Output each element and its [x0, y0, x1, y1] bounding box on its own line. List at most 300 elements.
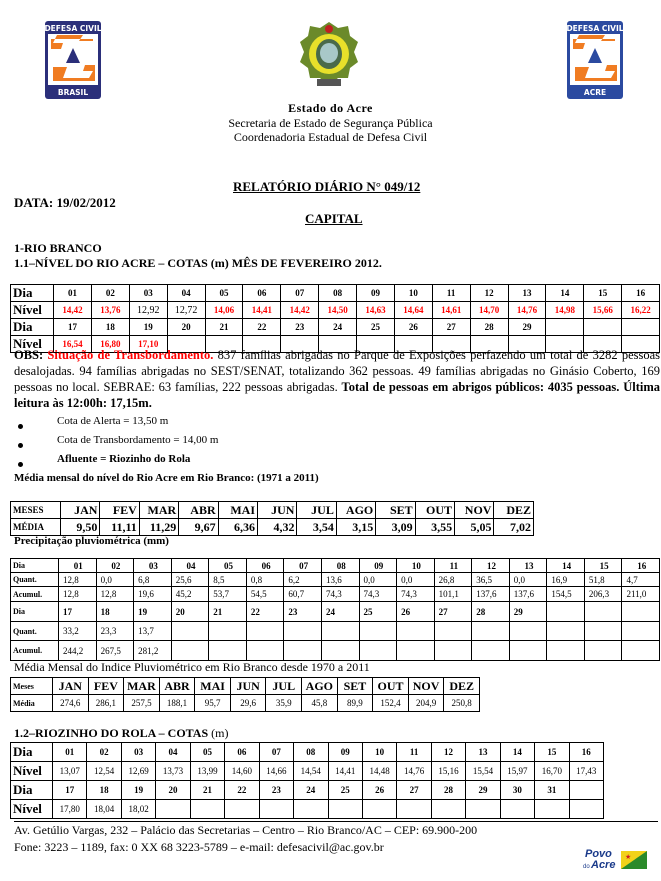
level-cell — [431, 800, 465, 819]
day-cell: 11 — [434, 559, 472, 573]
level-cell: 16,22 — [622, 302, 660, 319]
level-cell: 13,76 — [91, 302, 129, 319]
qty-cell — [434, 622, 472, 641]
day-cell: 27 — [434, 602, 472, 622]
day-cell: 08 — [321, 559, 359, 573]
svg-text:★: ★ — [625, 853, 632, 861]
day-cell: 13 — [508, 285, 546, 302]
level-row — [11, 800, 604, 819]
avg-cell: 9,67 — [179, 519, 218, 536]
qty-cell: 6,8 — [134, 573, 172, 587]
avg-cell: 274,6 — [53, 695, 89, 712]
day-cell: 01 — [59, 559, 97, 573]
riozinho-unit: (m) — [208, 726, 229, 740]
rio-acre-level-table — [10, 284, 660, 353]
day-cell: 15 — [584, 559, 622, 573]
level-cell: 14,06 — [205, 302, 243, 319]
day-cell: 24 — [319, 319, 357, 336]
level-cell: 14,54 — [294, 762, 328, 781]
avg-cell: 3,55 — [415, 519, 454, 536]
acc-cell: 54,5 — [246, 587, 284, 602]
avg-cell: 89,9 — [337, 695, 373, 712]
day-cell: 13 — [509, 559, 547, 573]
level-cell — [190, 800, 224, 819]
level-cell: 13,07 — [53, 762, 87, 781]
day-cell: 29 — [508, 319, 546, 336]
day-cell — [622, 602, 660, 622]
month-cell: MAR — [124, 678, 160, 695]
level-cell: 14,64 — [394, 302, 432, 319]
day-cell: 15 — [584, 285, 622, 302]
acc-cell — [397, 641, 435, 661]
qty-cell: 26,8 — [434, 573, 472, 587]
coordination-name: Coordenadoria Estadual de Defesa Civil — [233, 130, 428, 144]
acc-cell — [171, 641, 209, 661]
row-label: Quant. — [11, 622, 59, 641]
day-cell: 19 — [121, 781, 155, 800]
day-cell: 11 — [397, 743, 431, 762]
day-cell: 02 — [87, 743, 121, 762]
avg-cell: 250,8 — [444, 695, 480, 712]
day-cell: 02 — [91, 285, 129, 302]
avg-cell: 35,9 — [266, 695, 302, 712]
month-cell: DEZ — [494, 502, 534, 519]
avg-cell: 5,05 — [455, 519, 494, 536]
row-label: Quant. — [11, 573, 59, 587]
month-cell: NOV — [455, 502, 494, 519]
day-cell: 04 — [156, 743, 190, 762]
row-label: Média — [11, 695, 53, 712]
day-cell: 18 — [87, 781, 121, 800]
day-cell: 28 — [431, 781, 465, 800]
povo-do-acre-logo — [583, 845, 649, 875]
qty-cell — [209, 622, 247, 641]
row-label: Nível — [11, 762, 53, 781]
day-cell: 05 — [190, 743, 224, 762]
level-cell — [156, 800, 190, 819]
acc-cell: 154,5 — [547, 587, 585, 602]
avg-cell: 286,1 — [88, 695, 124, 712]
level-cell: 15,66 — [584, 302, 622, 319]
level-row — [11, 762, 604, 781]
alert-level: Cota de Alerta = 13,50 m — [57, 415, 169, 427]
acc-cell — [584, 641, 622, 661]
qty-cell: 13,6 — [321, 573, 359, 587]
level-cell: 14,50 — [319, 302, 357, 319]
day-cell: 16 — [569, 743, 603, 762]
day-cell: 26 — [362, 781, 396, 800]
month-cell: DEZ — [444, 678, 480, 695]
month-cell: MAI — [195, 678, 231, 695]
month-cell: JUL — [297, 502, 336, 519]
month-cell: SET — [337, 678, 373, 695]
level-cell — [362, 800, 396, 819]
level-cell: 14,60 — [225, 762, 259, 781]
level-row — [11, 302, 660, 319]
acc-cell — [284, 641, 322, 661]
footer-address: Av. Getúlio Vargas, 232 – Palácio das Secretarias – Centro – Rio Branco/AC – CEP: 69.900-200 — [14, 823, 478, 837]
row-label: MÉDIA — [11, 519, 61, 536]
monthly-rain-title: Média Mensal do Indice Pluviométrico em Rio Branco desde 1970 a 2011 — [14, 660, 370, 674]
day-cell: 16 — [622, 285, 660, 302]
day-cell: 14 — [500, 743, 534, 762]
level-cell: 17,43 — [569, 762, 603, 781]
level-cell: 12,92 — [129, 302, 167, 319]
avg-cell: 3,15 — [336, 519, 375, 536]
day-row — [11, 559, 660, 573]
level-cell: 16,54 — [54, 336, 92, 353]
months-row — [11, 678, 480, 695]
day-cell: 14 — [546, 285, 584, 302]
qty-cell: 25,6 — [171, 573, 209, 587]
day-cell: 07 — [259, 743, 293, 762]
day-cell: 21 — [205, 319, 243, 336]
level-cell: 14,42 — [281, 302, 319, 319]
avg-cell: 95,7 — [195, 695, 231, 712]
day-cell: 07 — [284, 559, 322, 573]
month-cell: AGO — [336, 502, 375, 519]
avg-cell: 9,50 — [61, 519, 100, 536]
qty-cell: 4,7 — [622, 573, 660, 587]
month-cell: OUT — [415, 502, 454, 519]
level-cell: 15,16 — [431, 762, 465, 781]
level-cell: 12,72 — [167, 302, 205, 319]
day-cell — [546, 319, 584, 336]
acc-row — [11, 641, 660, 661]
section-title: CAPITAL — [305, 211, 363, 226]
qty-cell — [622, 622, 660, 641]
day-cell: 23 — [281, 319, 319, 336]
acc-cell — [209, 641, 247, 661]
month-cell: AGO — [302, 678, 338, 695]
day-cell: 10 — [362, 743, 396, 762]
day-cell: 27 — [397, 781, 431, 800]
qty-cell: 51,8 — [584, 573, 622, 587]
precipitation-table — [10, 558, 660, 661]
obs-total: Total de pessoas em abrigos públicos: 4035 pessoas. Última leitura às 12:00h: 17,15m. — [14, 380, 660, 410]
acc-cell: 74,3 — [321, 587, 359, 602]
day-cell: 29 — [466, 781, 500, 800]
logo-povo-text: Povo — [585, 848, 612, 860]
day-row — [11, 319, 660, 336]
day-cell: 12 — [472, 559, 510, 573]
day-cell: 04 — [171, 559, 209, 573]
month-cell: SET — [376, 502, 415, 519]
level-cell: 14,48 — [362, 762, 396, 781]
acc-cell — [246, 641, 284, 661]
month-cell: ABR — [179, 502, 218, 519]
acc-cell — [321, 641, 359, 661]
acc-cell: 19,6 — [134, 587, 172, 602]
avg-cell: 11,29 — [139, 519, 178, 536]
day-cell — [569, 781, 603, 800]
level-cell: 14,70 — [470, 302, 508, 319]
row-label: MESES — [11, 502, 61, 519]
qty-cell — [509, 622, 547, 641]
qty-cell: 0,0 — [509, 573, 547, 587]
day-cell: 03 — [121, 743, 155, 762]
day-cell: 11 — [432, 285, 470, 302]
day-cell: 09 — [357, 285, 395, 302]
precipitation-title: Precipitação pluviométrica (mm) — [14, 535, 169, 547]
day-cell: 21 — [209, 602, 247, 622]
day-cell: 26 — [397, 602, 435, 622]
level-cell: 15,97 — [500, 762, 534, 781]
day-cell: 08 — [319, 285, 357, 302]
acc-cell: 206,3 — [584, 587, 622, 602]
month-cell: JUN — [230, 678, 266, 695]
month-cell: JUL — [266, 678, 302, 695]
avg-cell: 4,32 — [258, 519, 297, 536]
row-label: Meses — [11, 678, 53, 695]
day-row — [11, 781, 604, 800]
level-cell: 13,99 — [190, 762, 224, 781]
acc-cell: 74,3 — [397, 587, 435, 602]
day-cell: 19 — [134, 602, 172, 622]
qty-cell: 0,0 — [359, 573, 397, 587]
month-cell: MAR — [139, 502, 178, 519]
acc-cell: 53,7 — [209, 587, 247, 602]
riozinho-title — [14, 726, 228, 741]
qty-cell — [397, 622, 435, 641]
obs-label: OBS: — [14, 348, 44, 362]
riozinho-title-text: 1.2–RIOZINHO DO ROLA – COTAS — [14, 726, 209, 740]
day-cell: 05 — [209, 559, 247, 573]
day-cell: 01 — [53, 743, 87, 762]
level-cell: 16,70 — [535, 762, 569, 781]
report-title: RELATÓRIO DIÁRIO N° 049/12 — [233, 179, 421, 194]
day-cell: 07 — [281, 285, 319, 302]
level-cell — [569, 800, 603, 819]
acc-cell — [622, 641, 660, 661]
day-cell: 14 — [547, 559, 585, 573]
level-cell: 12,69 — [121, 762, 155, 781]
row-label: Dia — [11, 559, 59, 573]
day-cell: 25 — [359, 602, 397, 622]
rio-acre-level-title: 1.1–NÍVEL DO RIO ACRE – COTAS (m) MÊS DE FEVEREIRO 2012. — [14, 256, 382, 270]
day-cell: 19 — [129, 319, 167, 336]
avg-cell: 11,11 — [100, 519, 139, 536]
logo-right-bottom-text: ACRE — [583, 88, 607, 97]
rio-branco-title: 1-RIO BRANCO — [14, 241, 102, 255]
qty-cell — [246, 622, 284, 641]
qty-cell — [547, 622, 585, 641]
qty-cell: 33,2 — [59, 622, 97, 641]
row-label: Dia — [11, 743, 53, 762]
state-name: Estado do Acre — [288, 101, 373, 115]
avg-cell: 3,54 — [297, 519, 336, 536]
avg-cell: 29,6 — [230, 695, 266, 712]
qty-row — [11, 622, 660, 641]
logo-acre-text: Acre — [591, 859, 616, 871]
day-cell: 23 — [284, 602, 322, 622]
avg-cell: 257,5 — [124, 695, 160, 712]
day-cell: 06 — [246, 559, 284, 573]
day-cell — [622, 319, 660, 336]
level-cell: 14,42 — [54, 302, 92, 319]
defesa-civil-brasil-logo — [45, 21, 101, 99]
month-cell: JAN — [53, 678, 89, 695]
day-row — [11, 602, 660, 622]
day-cell: 24 — [321, 602, 359, 622]
secretariat-name: Secretaria de Estado de Segurança Pública — [228, 116, 433, 130]
day-cell: 08 — [294, 743, 328, 762]
month-cell: FEV — [100, 502, 139, 519]
overflow-level: Cota de Transbordamento = 14,00 m — [57, 434, 219, 446]
day-cell — [584, 319, 622, 336]
day-cell: 04 — [167, 285, 205, 302]
row-label: Dia — [11, 285, 54, 302]
avg-cell: 6,36 — [218, 519, 257, 536]
bullet-icon — [18, 443, 23, 448]
qty-cell: 0,0 — [397, 573, 435, 587]
day-cell: 06 — [225, 743, 259, 762]
day-cell: 20 — [167, 319, 205, 336]
qty-cell: 23,3 — [96, 622, 134, 641]
avg-row — [11, 519, 534, 536]
level-cell — [294, 800, 328, 819]
obs-text: 837 famílias abrigadas no Parque de Exposições perfazendo um total de 3282 pessoas desalojadas. 94 famílias abrigadas no SEST/SENAT, totalizando 362 pessoas. 49 famílias abrigadas no Ginásio Coberto, 169 pessoas no local. SEBRAE: 63 famílias, 222 pessoas abrigadas. — [14, 348, 661, 394]
acc-cell: 137,6 — [472, 587, 510, 602]
qty-cell: 16,9 — [547, 573, 585, 587]
bullet-icon — [18, 462, 23, 467]
acc-cell: 12,8 — [59, 587, 97, 602]
day-cell: 30 — [500, 781, 534, 800]
obs-situation: Situação de Transbordamento. — [47, 348, 214, 362]
qty-cell — [321, 622, 359, 641]
acc-cell: 45,2 — [171, 587, 209, 602]
day-cell: 28 — [470, 319, 508, 336]
bullet-icon — [18, 424, 23, 429]
day-cell: 12 — [470, 285, 508, 302]
month-cell: NOV — [408, 678, 444, 695]
row-label: Nível — [11, 302, 54, 319]
avg-cell: 45,8 — [302, 695, 338, 712]
day-cell: 25 — [328, 781, 362, 800]
day-cell: 12 — [431, 743, 465, 762]
day-cell: 22 — [225, 781, 259, 800]
level-cell: 16,80 — [91, 336, 129, 353]
acc-cell: 211,0 — [622, 587, 660, 602]
logo-do-text: do — [583, 864, 590, 870]
avg-cell: 152,4 — [373, 695, 409, 712]
acc-cell: 281,2 — [134, 641, 172, 661]
row-label: Dia — [11, 781, 53, 800]
logo-left-top-text: DEFESA CIVIL — [45, 24, 101, 33]
day-cell: 01 — [54, 285, 92, 302]
level-cell: 17,10 — [129, 336, 167, 353]
acc-cell: 60,7 — [284, 587, 322, 602]
qty-cell: 36,5 — [472, 573, 510, 587]
level-cell — [500, 800, 534, 819]
level-cell — [259, 800, 293, 819]
level-cell: 14,41 — [328, 762, 362, 781]
footer-contact: Fone: 3223 – 1189, fax: 0 XX 68 3223-5789 – e-mail: defesacivil@ac.gov.br — [14, 840, 384, 854]
day-cell — [584, 602, 622, 622]
qty-cell — [584, 622, 622, 641]
level-cell: 18,02 — [121, 800, 155, 819]
level-cell: 14,76 — [397, 762, 431, 781]
months-row — [11, 502, 534, 519]
day-cell: 23 — [259, 781, 293, 800]
level-cell: 14,61 — [432, 302, 470, 319]
day-cell: 10 — [397, 559, 435, 573]
qty-cell — [359, 622, 397, 641]
acc-cell — [359, 641, 397, 661]
level-cell — [466, 800, 500, 819]
month-cell: OUT — [373, 678, 409, 695]
day-cell: 17 — [54, 319, 92, 336]
qty-cell — [472, 622, 510, 641]
day-cell — [547, 602, 585, 622]
monthly-rain-table — [10, 677, 480, 712]
acc-cell — [509, 641, 547, 661]
acc-cell: 267,5 — [96, 641, 134, 661]
level-cell — [328, 800, 362, 819]
avg-cell: 3,09 — [376, 519, 415, 536]
level-cell: 14,63 — [357, 302, 395, 319]
acc-cell: 12,8 — [96, 587, 134, 602]
day-cell: 22 — [246, 602, 284, 622]
row-label: Acumul. — [11, 641, 59, 661]
level-cell: 12,54 — [87, 762, 121, 781]
observation-paragraph — [14, 347, 660, 411]
avg-row — [11, 695, 480, 712]
day-cell: 20 — [171, 602, 209, 622]
day-cell: 09 — [359, 559, 397, 573]
qty-cell — [284, 622, 322, 641]
qty-cell: 6,2 — [284, 573, 322, 587]
month-cell: FEV — [88, 678, 124, 695]
qty-cell: 0,8 — [246, 573, 284, 587]
logo-left-bottom-text: BRASIL — [57, 88, 89, 97]
month-cell: JAN — [61, 502, 100, 519]
day-cell: 02 — [96, 559, 134, 573]
level-cell: 17,80 — [53, 800, 87, 819]
day-cell: 18 — [91, 319, 129, 336]
level-cell: 14,76 — [508, 302, 546, 319]
tributary: Afluente = Riozinho do Rola — [57, 453, 191, 465]
row-label: Nível — [11, 336, 54, 353]
level-cell — [397, 800, 431, 819]
day-cell: 31 — [535, 781, 569, 800]
state-coat-of-arms — [298, 20, 360, 92]
level-cell: 18,04 — [87, 800, 121, 819]
day-cell: 10 — [394, 285, 432, 302]
qty-cell: 8,5 — [209, 573, 247, 587]
level-cell: 15,54 — [466, 762, 500, 781]
level-cell: 14,66 — [259, 762, 293, 781]
acc-row — [11, 587, 660, 602]
day-cell: 15 — [535, 743, 569, 762]
acc-cell: 244,2 — [59, 641, 97, 661]
day-cell: 09 — [328, 743, 362, 762]
acc-cell: 101,1 — [434, 587, 472, 602]
day-cell: 17 — [59, 602, 97, 622]
day-cell: 18 — [96, 602, 134, 622]
day-cell: 28 — [472, 602, 510, 622]
day-cell: 05 — [205, 285, 243, 302]
acc-cell: 74,3 — [359, 587, 397, 602]
acc-cell — [472, 641, 510, 661]
footer-divider — [14, 821, 658, 822]
day-cell: 25 — [357, 319, 395, 336]
day-cell: 29 — [509, 602, 547, 622]
month-cell: JUN — [258, 502, 297, 519]
monthly-avg-level-table — [10, 501, 534, 536]
riozinho-level-table — [10, 742, 604, 819]
month-cell: MAI — [218, 502, 257, 519]
